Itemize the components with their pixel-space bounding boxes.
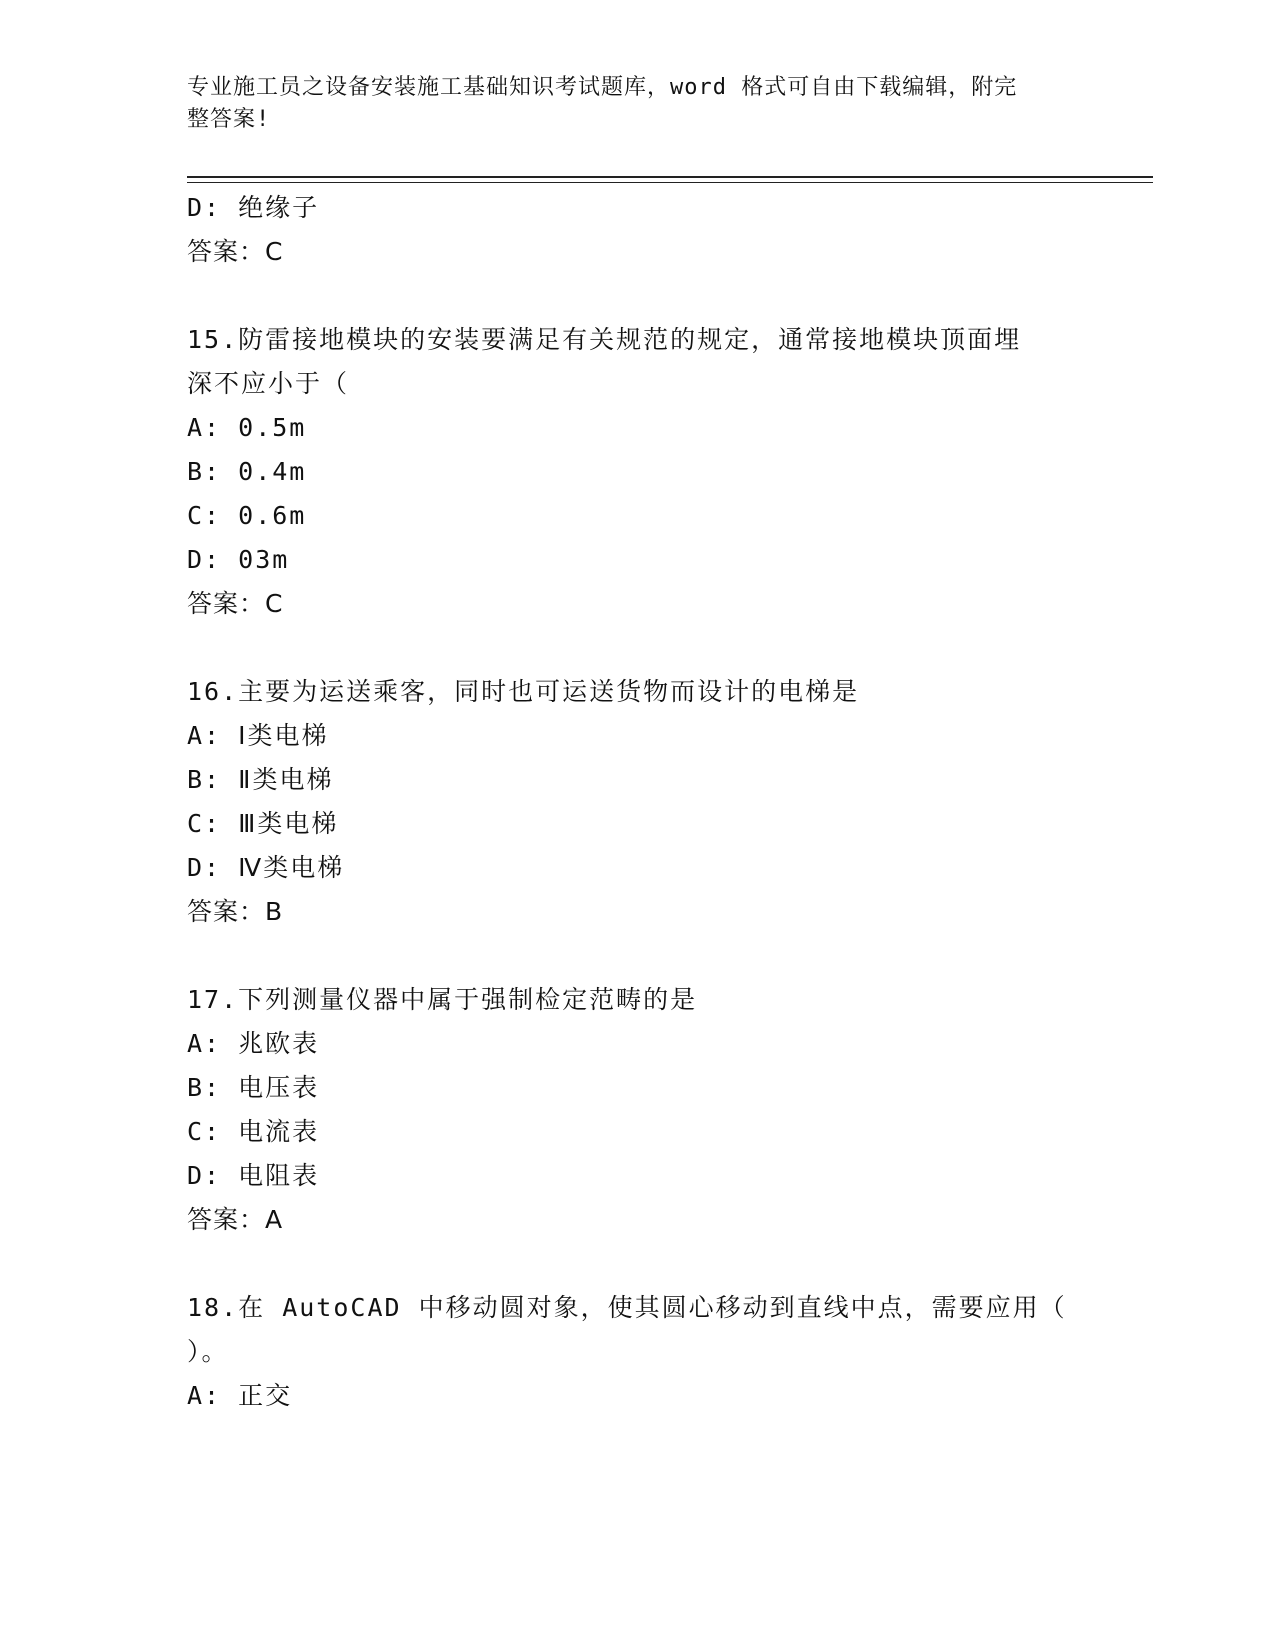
q15-answer: 答案：C (187, 589, 284, 618)
q16-option-b: B: Ⅱ类电梯 (187, 765, 334, 794)
q15-option-c: C: 0.6m (187, 501, 307, 530)
prev-answer: 答案：C (187, 237, 284, 266)
q17-answer: 答案：A (187, 1205, 284, 1234)
q18-stem-line-2: ）。 (187, 1337, 229, 1366)
q16-option-d: D: Ⅳ类电梯 (187, 853, 345, 882)
header-line-1: 专业施工员之设备安装施工基础知识考试题库，word 格式可自由下载编辑，附完 (187, 75, 1018, 100)
q15-option-b: B: 0.4m (187, 457, 307, 486)
q16-answer: 答案：B (187, 897, 284, 926)
q16-stem: 16.主要为运送乘客，同时也可运送货物而设计的电梯是 (187, 677, 860, 706)
prev-option-d: D: 绝缘子 (187, 193, 320, 222)
q15-stem-line-2: 深不应小于（ (187, 369, 350, 398)
q18-option-a: A: 正交 (187, 1381, 293, 1410)
document-header (187, 72, 1067, 136)
q15-stem-line-1: 15.防雷接地模块的安装要满足有关规范的规定，通常接地模块顶面埋 (187, 325, 1022, 354)
q17-option-b: B: 电压表 (187, 1073, 320, 1102)
q17-option-a: A: 兆欧表 (187, 1029, 320, 1058)
q16-option-c: C: Ⅲ类电梯 (187, 809, 339, 838)
header-line-2: 整答案! (187, 107, 271, 132)
header-rule-thick (187, 176, 1153, 178)
q17-option-d: D: 电阻表 (187, 1161, 320, 1190)
q17-stem: 17.下列测量仪器中属于强制检定范畴的是 (187, 985, 698, 1014)
q16-option-a: A: Ⅰ类电梯 (187, 721, 329, 750)
q18-stem-line-1: 18.在 AutoCAD 中移动圆对象，使其圆心移动到直线中点，需要应用（ (187, 1293, 1067, 1322)
q17-option-c: C: 电流表 (187, 1117, 320, 1146)
q15-option-d: D: 03m (187, 545, 290, 574)
header-rule-thin (187, 182, 1153, 183)
q15-option-a: A: 0.5m (187, 413, 307, 442)
